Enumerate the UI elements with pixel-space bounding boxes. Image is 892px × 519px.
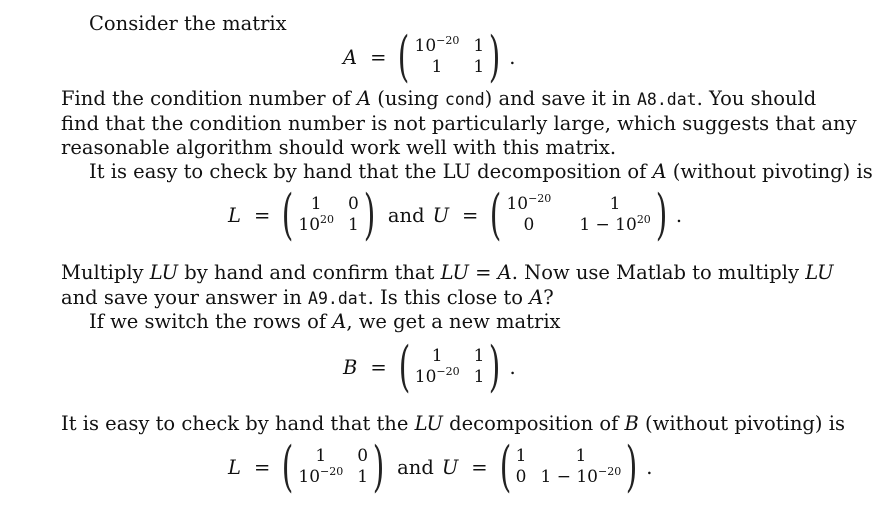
- matrix-b-equation: B = ( 1 1 $10^{-20}$ 1 ) .: [343, 335, 516, 398]
- paragraph-1-line-2: find that the condition number is not particularly large, which suggests that any: [61, 112, 857, 135]
- matrix-a-entry: 1: [473, 57, 485, 77]
- paragraph-2-line-3: If we switch the rows of A, we get a new matrix: [89, 310, 561, 333]
- paragraph-1-line-1: Find the condition number of A (using cond) and save it in A8.dat. You should: [61, 87, 817, 110]
- matrix-a-equation: A = ( $10^{-20}$ 1 1 1 ) .: [343, 25, 516, 88]
- matrix-a-entry: 1: [473, 36, 485, 56]
- matrix-a-entry: $10^{-20}$: [414, 34, 460, 56]
- matrix-b-body: 1 1 $10^{-20}$ 1: [414, 346, 485, 387]
- paragraph-1-line-3: reasonable algorithm should work well with this matrix.: [61, 136, 617, 159]
- l-matrix-a: 1 0 $10^{20}$ 1: [298, 194, 359, 235]
- u-matrix-a: $10^{-20}$ 1 0 $1 - 10^{20}$: [506, 192, 651, 235]
- paragraph-2-line-2: and save your answer in A9.dat. Is this close to A?: [61, 286, 554, 309]
- and-word: and: [387, 203, 425, 227]
- paragraph-3-line-1: It is easy to check by hand that the LU decomposition of B (without pivoting) is: [61, 412, 845, 435]
- intro-text: Consider the matrix: [89, 12, 287, 35]
- matrix-a-body: [415, 36, 485, 78]
- u-matrix-b: 1 1 0 $1 - 10^{-20}$: [515, 446, 622, 487]
- l-matrix-b: 1 0 $10^{-20}$ 1: [298, 446, 369, 487]
- matrix-b-label: B: [343, 355, 358, 379]
- lu-a-equation: L = ( 1 0 $10^{20}$ 1 ) and U = ( $10^{-20}$ 1 0 $1 - 10^{20}$ ) .: [228, 183, 683, 246]
- lu-b-equation: L = ( 1 0 $10^{-20}$ 1 ) and U = ( 1 1 0 $1 - 10^{-20}$ ) .: [228, 435, 653, 498]
- paragraph-1-line-4: It is easy to check by hand that the LU decomposition of A (without pivoting) is: [89, 160, 873, 183]
- and-word: and: [397, 455, 434, 479]
- matrix-a-entry: 1: [431, 57, 443, 77]
- paragraph-2-line-1: Multiply LU by hand and confirm that LU = A. Now use Matlab to multiply LU: [61, 261, 834, 284]
- matrix-a-label: A: [343, 45, 358, 69]
